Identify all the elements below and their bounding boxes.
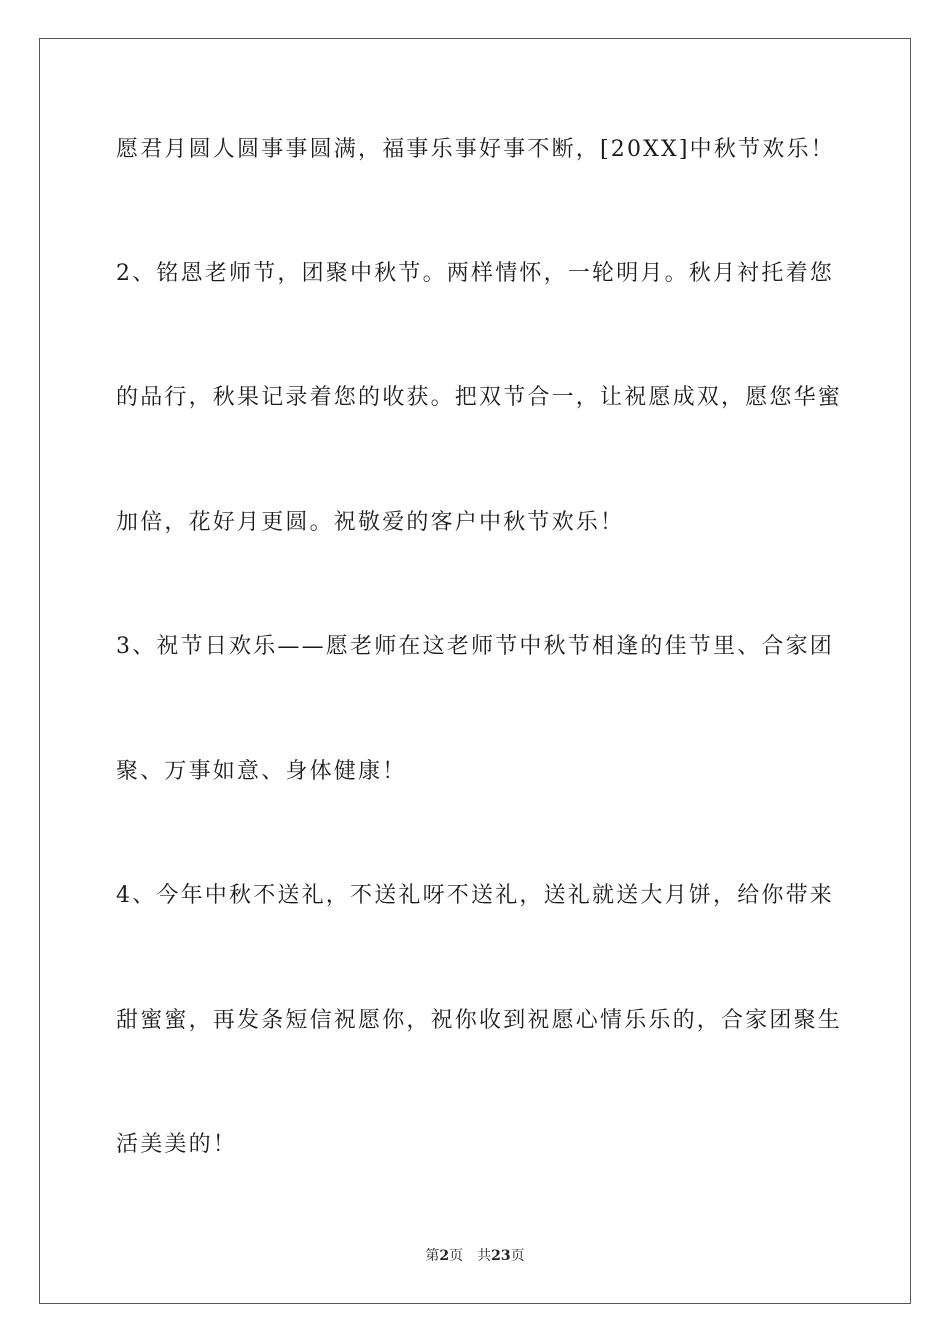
page-frame [39, 38, 911, 1304]
text-line-9: 活美美的！ [116, 1132, 238, 1157]
text-line-2: 2、铭恩老师节，团聚中秋节。两样情怀，一轮明月。秋月衬托着您 [116, 261, 834, 286]
page-footer [0, 1247, 950, 1265]
text-line-6: 聚、万事如意、身体健康！ [116, 759, 407, 784]
page-prefix: 第 [425, 1248, 440, 1264]
total-prefix: 共 [477, 1248, 492, 1264]
total-suffix: 页 [510, 1248, 525, 1264]
text-line-3: 的品行，秋果记录着您的收获。把双节合一，让祝愿成双，愿您华蜜 [116, 385, 843, 410]
text-line-7: 4、今年中秋不送礼，不送礼呀不送礼，送礼就送大月饼，给你带来 [116, 883, 834, 908]
text-line-8: 甜蜜蜜，再发条短信祝愿你，祝你收到祝愿心情乐乐的，合家团聚生 [116, 1008, 843, 1033]
total-pages: 23 [491, 1248, 511, 1264]
page-suffix: 页 [449, 1248, 464, 1264]
text-line-4: 加倍，花好月更圆。祝敬爱的客户中秋节欢乐！ [116, 510, 625, 535]
text-line-5: 3、祝节日欢乐——愿老师在这老师节中秋节相逢的佳节里、合家团 [116, 634, 834, 659]
text-line-1: 愿君月圆人圆事事圆满，福事乐事好事不断，[20XX]中秋节欢乐！ [116, 137, 835, 162]
page-number: 2 [439, 1248, 450, 1264]
